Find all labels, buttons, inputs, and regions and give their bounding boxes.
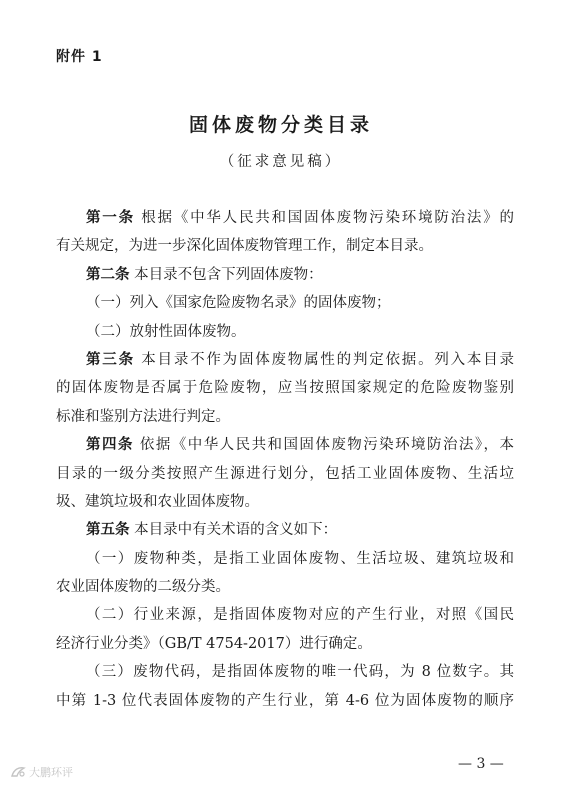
line-text: 中第 1-3 位代表固体废物的产生行业，第 4-6 位为固体废物的顺序 (56, 692, 514, 709)
paragraph-line (56, 516, 514, 544)
paragraph-line (56, 374, 514, 402)
line-text: 本目录中有关术语的含义如下： (129, 522, 338, 539)
line-text: 农业固体废物的二级分类。 (56, 579, 230, 596)
paragraph-line (56, 204, 514, 232)
article-heading: 第二条 (86, 266, 130, 283)
article-heading: 第五条 (86, 522, 130, 539)
paragraph-line (56, 658, 514, 686)
paragraph-line (56, 488, 514, 516)
line-text: （二）行业来源，是指固体废物对应的产生行业，对照《国民 (86, 607, 514, 624)
document-subtitle: （征求意见稿） (219, 154, 343, 170)
line-text: （一）列入《国家危险废物名录》的固体废物； (86, 295, 391, 312)
paragraph-line (56, 545, 514, 573)
line-text: 本目录不作为固体废物属性的判定依据。列入本目录 (134, 351, 514, 368)
line-text: 经济行业分类》（GB/T 4754-2017）进行确定。 (56, 635, 372, 652)
attachment-label: 附件 1 (56, 49, 103, 65)
line-text: （三）废物代码，是指固体废物的唯一代码，为 8 位数字。其 (86, 664, 514, 681)
watermark-text: 大鹏环评 (29, 766, 73, 779)
line-text: 的固体废物是否属于危险废物，应当按照国家规定的危险废物鉴别 (56, 380, 514, 397)
watermark-logo-icon (10, 765, 26, 779)
line-text: 圾、建筑垃圾和农业固体废物。 (56, 493, 259, 510)
line-text: 标准和鉴别方法进行判定。 (56, 408, 230, 425)
paragraph-line (56, 431, 514, 459)
page-number: — 3 — (458, 756, 504, 772)
watermark (10, 764, 73, 780)
line-text: （二）放射性固体废物。 (86, 323, 246, 340)
line-text: 依据《中华人民共和国固体废物污染环境防治法》，本 (133, 437, 514, 454)
line-text: （一）废物种类，是指工业固体废物、生活垃圾、建筑垃圾和 (86, 550, 514, 567)
paragraph-line (56, 403, 514, 431)
article-heading: 第一条 (86, 210, 135, 226)
article-heading: 第三条 (86, 351, 135, 368)
line-text: 目录的一级分类按照产生源进行划分，包括工业固体废物、生活垃 (56, 465, 514, 482)
paragraph-line (56, 687, 514, 715)
paragraph-line (56, 460, 514, 488)
paragraph-line (56, 601, 514, 629)
document-title: 固体废物分类目录 (188, 114, 373, 136)
paragraph-line (56, 573, 514, 601)
paragraph-line (56, 318, 514, 346)
paragraph-line (56, 261, 514, 289)
paragraph-line (56, 289, 514, 317)
paragraph-line (56, 630, 514, 658)
line-text: 本目录不包含下列固体废物： (129, 266, 323, 283)
document-body (56, 204, 514, 715)
article-heading: 第四条 (86, 437, 134, 454)
line-text: 有关规定，为进一步深化固体废物管理工作，制定本目录。 (56, 238, 433, 255)
line-text: 根据《中华人民共和国固体废物污染环境防治法》的 (134, 210, 514, 226)
paragraph-line (56, 232, 514, 260)
paragraph-line (56, 346, 514, 374)
